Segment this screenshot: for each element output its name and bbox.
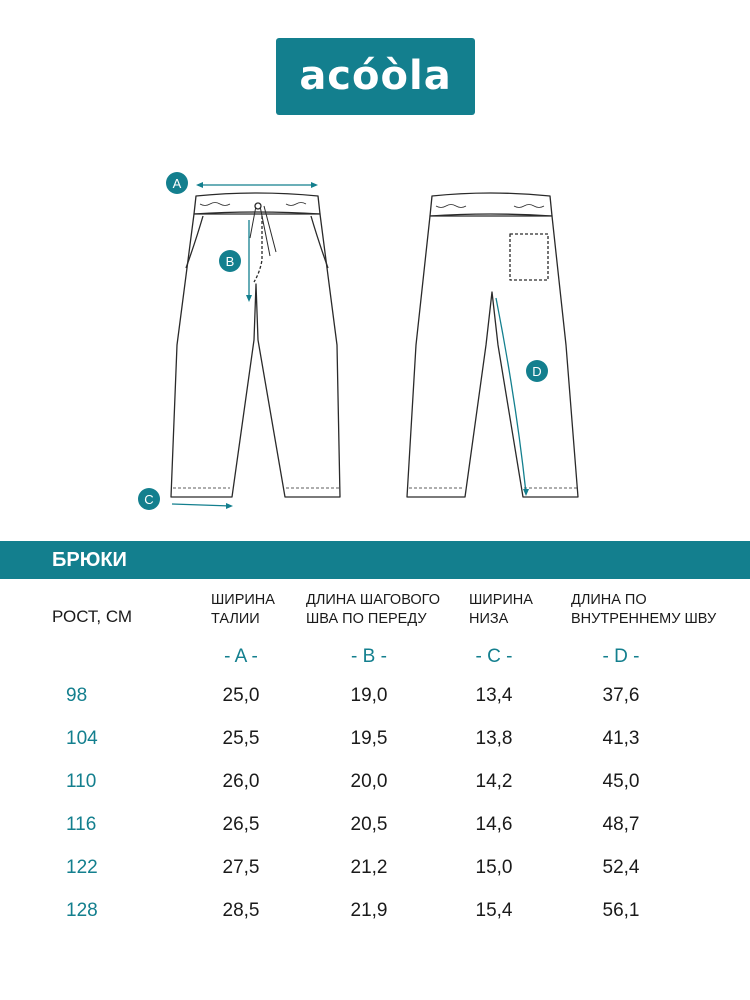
cell-hem-width: 13,4 xyxy=(475,685,513,706)
column-letter-c: - C - xyxy=(475,646,513,667)
cell-front-rise: 19,0 xyxy=(350,685,388,706)
row-size: 128 xyxy=(66,900,98,921)
brand-logo-text: acóòla xyxy=(299,53,452,99)
column-header-b-line1: ДЛИНА ШАГОВОГО xyxy=(306,592,440,608)
back-pocket xyxy=(510,234,548,280)
cell-waist-width: 25,5 xyxy=(222,728,260,749)
row-size: 116 xyxy=(66,814,97,835)
cell-waist-width: 28,5 xyxy=(222,900,260,921)
cell-hem-width: 15,0 xyxy=(475,857,513,878)
marker-d-label: D xyxy=(532,364,542,379)
column-header-b-line2: ШВА ПО ПЕРЕДУ xyxy=(306,611,427,627)
marker-b-label: B xyxy=(225,254,235,269)
marker-c-label: C xyxy=(144,492,154,507)
cell-inseam-length: 45,0 xyxy=(602,771,640,792)
column-header-c-line2: НИЗА xyxy=(469,611,509,627)
cell-waist-width: 26,0 xyxy=(222,771,260,792)
column-letter-d: - D - xyxy=(602,646,640,667)
section-band xyxy=(0,541,750,579)
row-size: 110 xyxy=(66,771,97,792)
cell-front-rise: 21,2 xyxy=(350,857,388,878)
back-waistband xyxy=(430,193,552,216)
front-view xyxy=(171,193,340,497)
pants-diagram xyxy=(0,160,750,520)
table-row xyxy=(0,899,750,929)
measure-arrow-a-right xyxy=(311,182,318,188)
cell-front-rise: 20,0 xyxy=(350,771,388,792)
column-header-d xyxy=(571,591,716,629)
cell-front-rise: 19,5 xyxy=(350,728,388,749)
cell-hem-width: 15,4 xyxy=(475,900,513,921)
cell-inseam-length: 48,7 xyxy=(602,814,640,835)
cell-inseam-length: 56,1 xyxy=(602,900,640,921)
cell-front-rise: 20,5 xyxy=(350,814,388,835)
measure-arrow-a-left xyxy=(196,182,203,188)
table-row xyxy=(0,770,750,800)
cell-front-rise: 21,9 xyxy=(350,900,388,921)
table-row xyxy=(0,727,750,757)
brand-logo xyxy=(276,38,475,115)
row-size: 122 xyxy=(66,857,98,878)
size-column-header: РОСТ, СМ xyxy=(52,607,133,626)
table-row xyxy=(0,684,750,714)
column-header-c xyxy=(469,591,533,629)
column-header-a xyxy=(211,591,275,629)
column-header-d-line1: ДЛИНА ПО xyxy=(571,592,647,608)
column-header-c-line1: ШИРИНА xyxy=(469,592,533,608)
cell-waist-width: 25,0 xyxy=(222,685,260,706)
front-body xyxy=(171,214,340,497)
column-letter-b: - B - xyxy=(351,646,387,667)
cell-waist-width: 27,5 xyxy=(222,857,260,878)
column-header-a-line2: ТАЛИИ xyxy=(211,611,260,627)
cell-waist-width: 26,5 xyxy=(222,814,260,835)
back-body xyxy=(407,216,578,497)
cell-hem-width: 14,2 xyxy=(475,771,513,792)
row-size: 104 xyxy=(66,728,98,749)
column-header-d-line2: ВНУТРЕННЕМУ ШВУ xyxy=(571,611,717,627)
cell-inseam-length: 37,6 xyxy=(602,685,640,706)
drawstring-grommet xyxy=(255,203,261,209)
column-header-b xyxy=(306,591,440,629)
table-row xyxy=(0,813,750,843)
marker-a-label: A xyxy=(172,176,182,191)
section-title: БРЮКИ xyxy=(52,549,127,571)
measure-arrow-c xyxy=(226,503,233,509)
cell-inseam-length: 41,3 xyxy=(602,728,640,749)
cell-inseam-length: 52,4 xyxy=(602,857,640,878)
cell-hem-width: 13,8 xyxy=(475,728,513,749)
column-header-a-line1: ШИРИНА xyxy=(211,592,275,608)
back-view xyxy=(407,193,578,497)
table-row xyxy=(0,856,750,886)
cell-hem-width: 14,6 xyxy=(475,814,513,835)
row-size: 98 xyxy=(66,685,88,706)
column-letter-a: - A - xyxy=(224,646,258,667)
measure-line-c xyxy=(172,504,231,506)
